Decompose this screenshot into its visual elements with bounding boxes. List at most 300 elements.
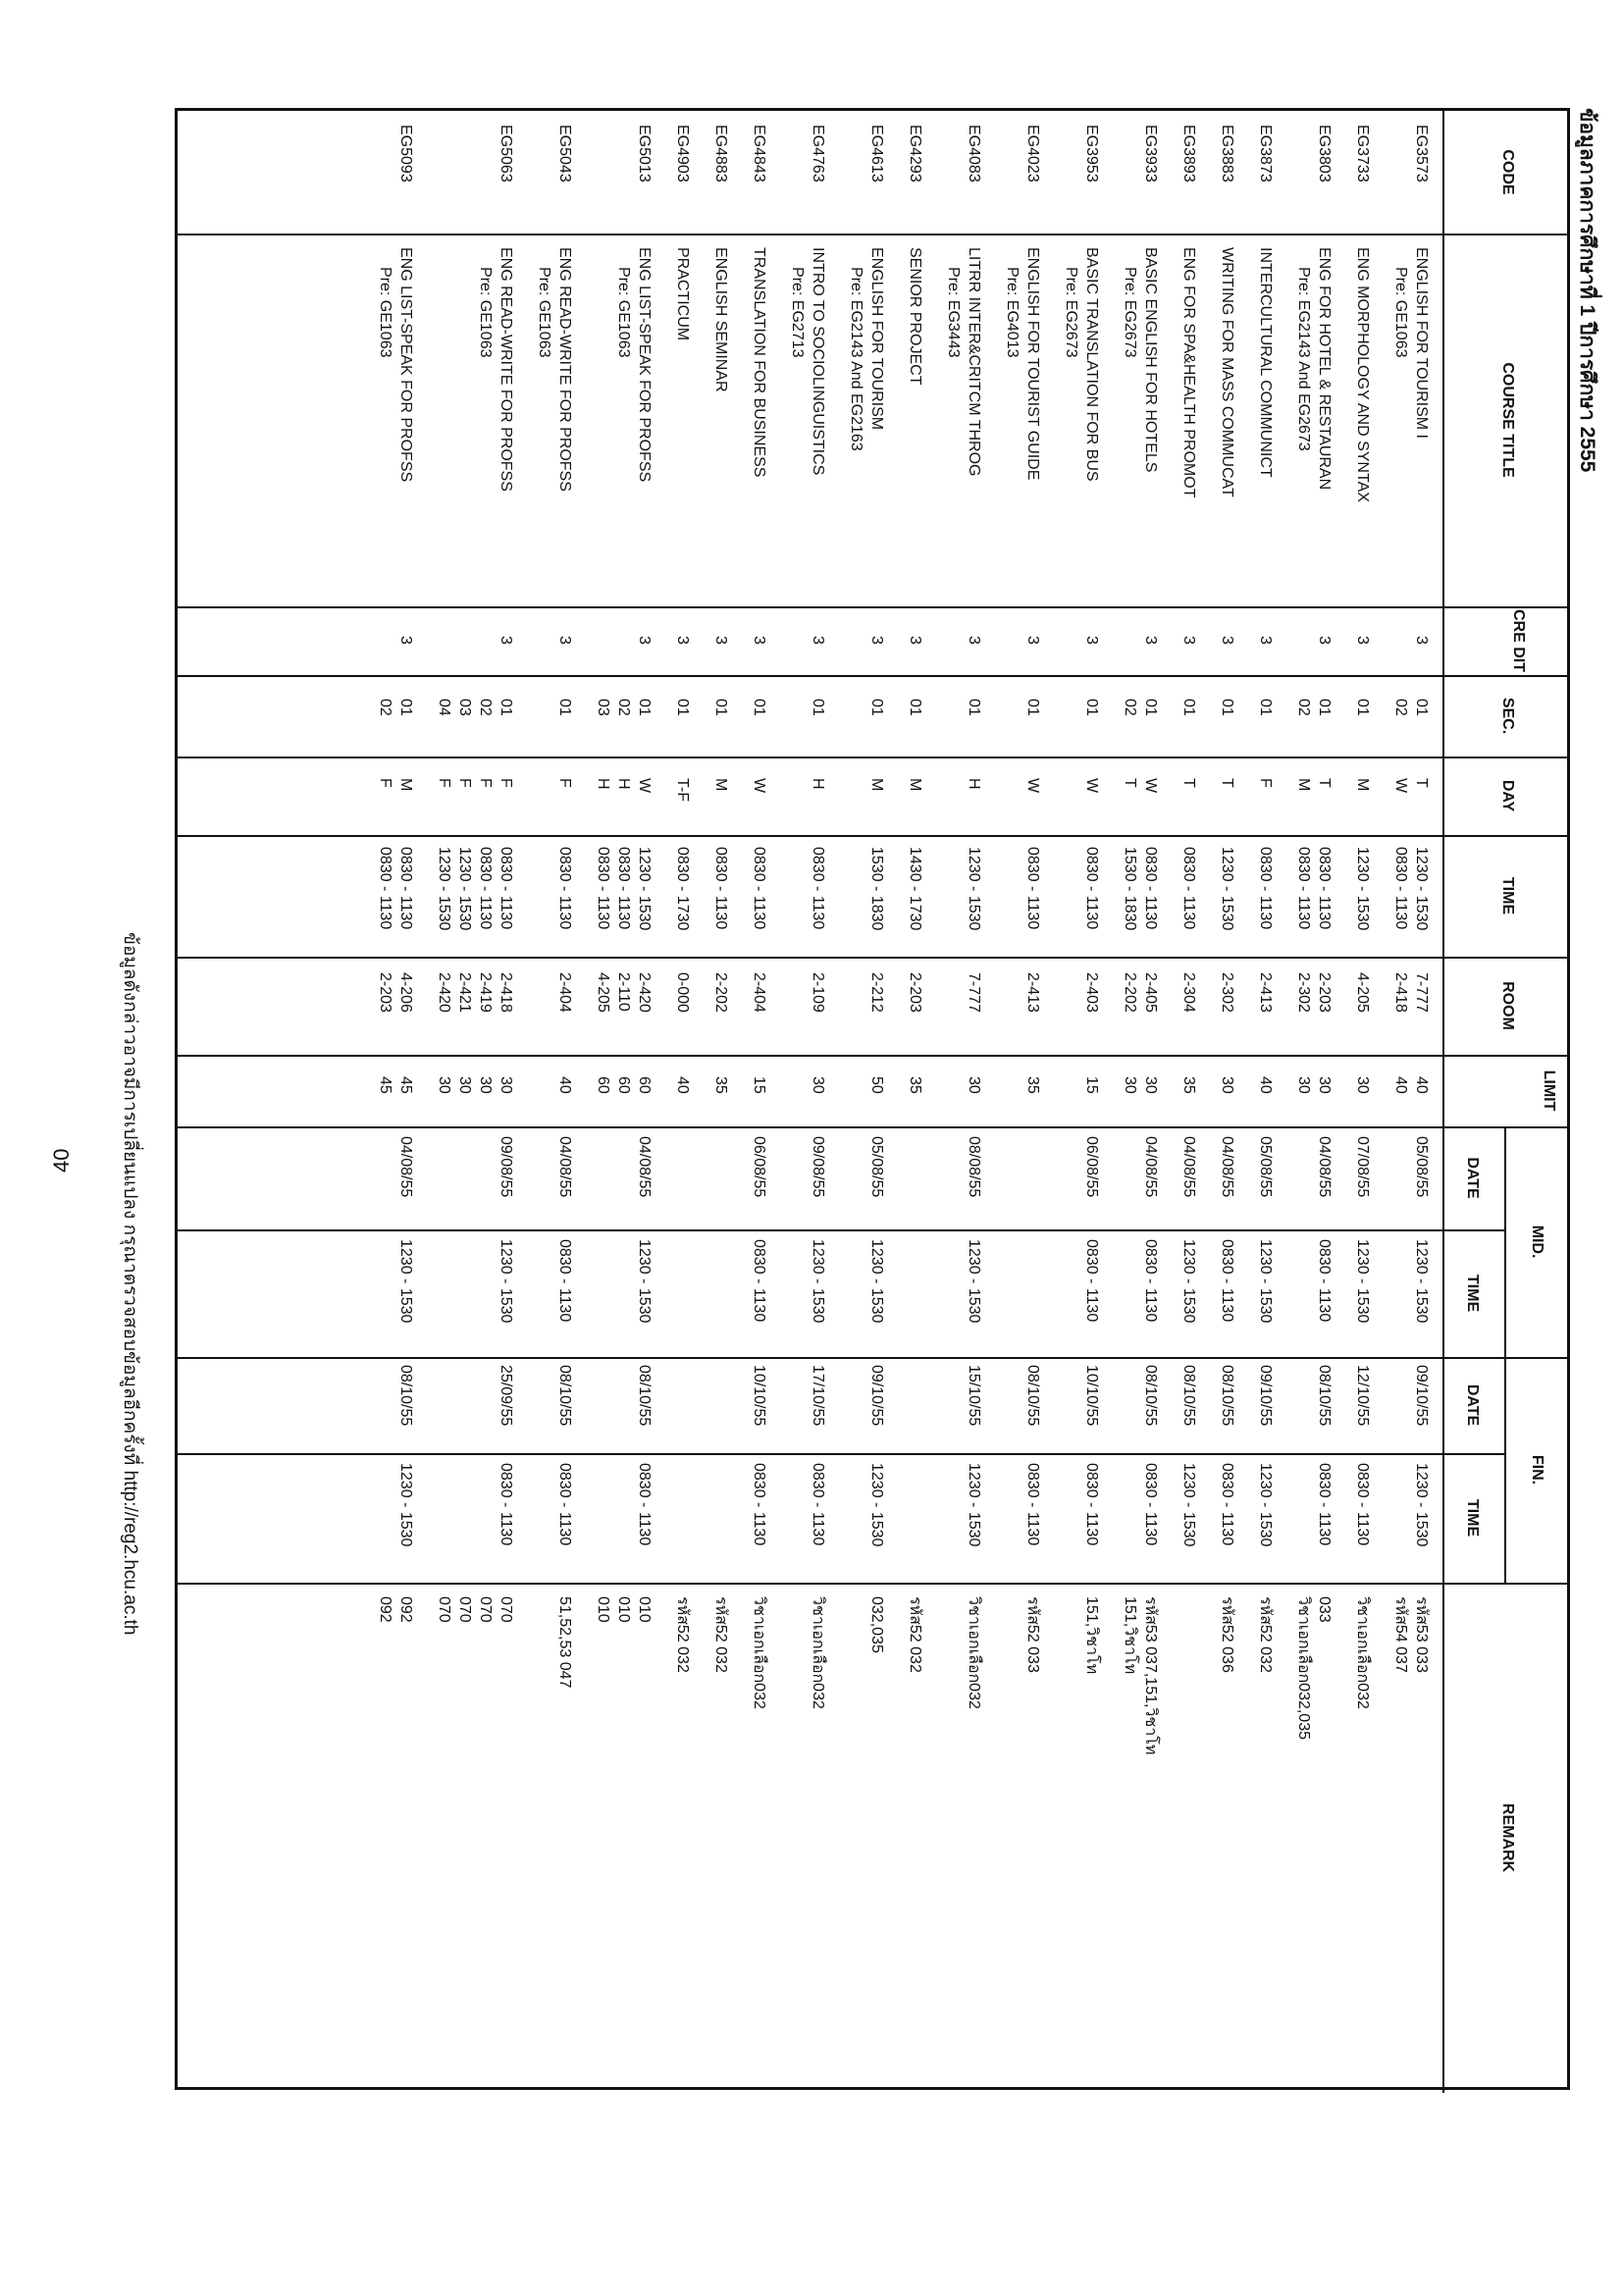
class-time: 0830 - 1130 (477, 847, 494, 930)
prerequisite: Pre: EG4013 (1004, 267, 1021, 358)
prerequisite: Pre: GE1063 (477, 267, 494, 358)
midterm-time: 1230 - 1530 (966, 1239, 982, 1324)
room-number: 2-404 (751, 972, 767, 1013)
disclaimer-note: ข้อมูลดังกล่าวอาจมีการเปลี่ยนแปลง กรุณาตรวจสอบข้อมูลอีกครั้งที่ http://reg2.hcu.ac.th (120, 932, 140, 1636)
column-divider (178, 757, 1567, 758)
section-number: 01 (907, 699, 923, 716)
course-code: EG3933 (1142, 125, 1159, 183)
midterm-date: 05/08/55 (1257, 1136, 1274, 1198)
room-number: 2-403 (1083, 972, 1100, 1013)
seat-limit: 30 (1122, 1076, 1138, 1094)
final-date: 08/10/55 (1316, 1365, 1333, 1427)
room-number: 2-420 (436, 972, 452, 1013)
class-day: F (477, 778, 494, 788)
room-number: 7-777 (1413, 972, 1430, 1013)
course-code: EG3953 (1083, 125, 1100, 183)
course-code: EG4763 (810, 125, 826, 183)
course-code: EG4613 (868, 125, 885, 183)
class-day: M (1354, 778, 1371, 792)
midterm-time: 0830 - 1130 (1316, 1239, 1333, 1323)
midterm-date: 05/08/55 (1413, 1136, 1430, 1198)
seat-limit: 60 (636, 1076, 653, 1094)
column-divider (178, 835, 1567, 837)
remark-text: รหัส52 032 (674, 1596, 691, 1673)
room-number: 2-404 (556, 972, 573, 1013)
room-number: 7-777 (966, 972, 982, 1013)
midterm-date: 04/08/55 (1316, 1136, 1333, 1198)
course-code: EG5013 (636, 125, 653, 183)
remark-text: รหัส54 037 (1392, 1596, 1409, 1673)
midterm-time: 1230 - 1530 (497, 1239, 514, 1324)
schedule-table (175, 108, 1570, 2090)
class-day: W (1083, 778, 1100, 794)
final-time: 0830 - 1130 (636, 1463, 653, 1546)
class-time: 1430 - 1730 (907, 847, 923, 931)
course-code: EG4083 (966, 125, 982, 183)
class-day: F (556, 778, 573, 788)
final-date: 12/10/55 (1354, 1365, 1371, 1427)
seat-limit: 30 (1316, 1076, 1333, 1094)
remark-text: 010 (615, 1596, 632, 1623)
seat-limit: 35 (1024, 1076, 1041, 1094)
semester-header: ข้อมูลภาคการศึกษาที่ 1 ปีการศึกษา 2555 (1576, 108, 1598, 473)
midterm-date: 06/08/55 (1083, 1136, 1100, 1198)
fin-date-header: DATE (1464, 1383, 1481, 1427)
column-divider (178, 606, 1567, 608)
remark-text: รหัส53 033 (1413, 1596, 1430, 1673)
section-number: 03 (456, 699, 473, 716)
credit-value: 3 (1024, 636, 1041, 645)
class-day: F (377, 778, 393, 788)
final-date: 08/10/55 (397, 1365, 414, 1427)
prerequisite: Pre: EG2673 (1122, 267, 1138, 358)
class-day: M (1295, 778, 1312, 792)
course-code: EG4293 (907, 125, 923, 183)
seat-limit: 30 (1219, 1076, 1235, 1094)
course-title: TRANSLATION FOR BUSINESS (751, 247, 767, 478)
seat-limit: 30 (456, 1076, 473, 1094)
sec-header: SEC. (1499, 697, 1516, 735)
class-day: W (1392, 778, 1409, 794)
seat-limit: 30 (1142, 1076, 1159, 1094)
section-number: 01 (1219, 699, 1235, 716)
room-number: 2-203 (377, 972, 393, 1013)
remark-text: 010 (636, 1596, 653, 1623)
seat-limit: 40 (674, 1076, 691, 1094)
credit-value: 3 (712, 636, 729, 645)
class-day: H (615, 778, 632, 790)
section-number: 02 (1122, 699, 1138, 716)
credit-value: 3 (751, 636, 767, 645)
column-divider (178, 1357, 1567, 1359)
class-day: T (1122, 778, 1138, 788)
room-number: 2-203 (1316, 972, 1333, 1013)
final-date: 08/10/55 (1142, 1365, 1159, 1427)
room-number: 2-413 (1257, 972, 1274, 1013)
seat-limit: 40 (1257, 1076, 1274, 1094)
room-number: 2-302 (1219, 972, 1235, 1013)
class-time: 0830 - 1130 (810, 847, 826, 930)
final-time: 0830 - 1130 (1316, 1463, 1333, 1546)
course-title: INTRO TO SOCIOLINGUISTICS (810, 247, 826, 476)
class-day: W (1142, 778, 1159, 794)
remark-text: 51,52,53 047 (556, 1596, 573, 1689)
class-day: T (1219, 778, 1235, 788)
fin-header: FIN. (1529, 1454, 1545, 1486)
final-time: 1230 - 1530 (1413, 1463, 1430, 1547)
midterm-date: 04/08/55 (556, 1136, 573, 1198)
final-time: 0830 - 1130 (497, 1463, 514, 1546)
course-code: EG4843 (751, 125, 767, 183)
seat-limit: 35 (712, 1076, 729, 1094)
midterm-time: 1230 - 1530 (868, 1239, 885, 1324)
section-number: 01 (1316, 699, 1333, 716)
room-number: 2-413 (1024, 972, 1041, 1013)
room-number: 2-420 (636, 972, 653, 1013)
remark-text: วิชาเอกเลือก032 (751, 1596, 767, 1709)
class-time: 0830 - 1730 (674, 847, 691, 931)
column-divider (178, 1126, 1567, 1128)
column-divider (178, 957, 1567, 959)
credit-value: 3 (868, 636, 885, 645)
final-date: 25/09/55 (497, 1365, 514, 1427)
page-number: 40 (49, 1148, 74, 1173)
class-time: 1230 - 1530 (966, 847, 982, 931)
course-title: WRITING FOR MASS COMMUCAT (1219, 247, 1235, 497)
room-number: 0-000 (674, 972, 691, 1013)
course-code: EG3733 (1354, 125, 1371, 183)
course-title: ENG READ-WRITE FOR PROFSS (497, 247, 514, 492)
credit-value: 3 (907, 636, 923, 645)
remark-text: รหัส52 032 (1257, 1596, 1274, 1673)
course-code: EG3573 (1413, 125, 1430, 183)
seat-limit: 35 (1180, 1076, 1197, 1094)
midterm-time: 0830 - 1130 (1083, 1239, 1100, 1323)
section-number: 01 (1083, 699, 1100, 716)
class-time: 1230 - 1530 (1219, 847, 1235, 931)
room-number: 2-419 (477, 972, 494, 1013)
course-title: ENG LIST-SPEAK FOR PROFSS (636, 247, 653, 483)
course-title: BASIC TRANSLATION FOR BUS (1083, 247, 1100, 482)
midterm-date: 04/08/55 (1180, 1136, 1197, 1198)
midterm-date: 04/08/55 (636, 1136, 653, 1198)
final-date: 08/10/55 (636, 1365, 653, 1427)
class-time: 0830 - 1130 (497, 847, 514, 930)
final-date: 10/10/55 (751, 1365, 767, 1427)
class-time: 0830 - 1130 (595, 847, 611, 930)
room-header: ROOM (1499, 981, 1516, 1030)
room-number: 2-202 (1122, 972, 1138, 1013)
remark-text: วิชาเอกเลือก032,035 (1295, 1596, 1312, 1740)
midterm-time: 0830 - 1130 (751, 1239, 767, 1323)
class-day: F (436, 778, 452, 788)
course-code: EG4903 (674, 125, 691, 183)
class-time: 0830 - 1130 (712, 847, 729, 930)
final-date: 17/10/55 (810, 1365, 826, 1427)
class-time: 0830 - 1130 (1142, 847, 1159, 930)
room-number: 2-203 (907, 972, 923, 1013)
seat-limit: 60 (595, 1076, 611, 1094)
section-number: 01 (868, 699, 885, 716)
remark-text: 070 (477, 1596, 494, 1623)
seat-limit: 40 (556, 1076, 573, 1094)
section-number: 02 (1392, 699, 1409, 716)
class-time: 1230 - 1530 (1354, 847, 1371, 931)
prerequisite: Pre: GE1063 (536, 267, 552, 358)
final-time: 0830 - 1130 (1142, 1463, 1159, 1546)
seat-limit: 50 (868, 1076, 885, 1094)
credit-value: 3 (966, 636, 982, 645)
column-divider (178, 1583, 1567, 1585)
section-number: 02 (615, 699, 632, 716)
credit-value: 3 (674, 636, 691, 645)
room-number: 2-109 (810, 972, 826, 1013)
section-number: 01 (712, 699, 729, 716)
course-code: EG5063 (497, 125, 514, 183)
section-number: 01 (674, 699, 691, 716)
class-time: 1230 - 1530 (1413, 847, 1430, 931)
final-date: 10/10/55 (1083, 1365, 1100, 1427)
remark-text: 070 (436, 1596, 452, 1623)
class-day: F (1257, 778, 1274, 788)
final-time: 1230 - 1530 (1257, 1463, 1274, 1547)
midterm-time: 1230 - 1530 (810, 1239, 826, 1324)
course-title: BASIC ENGLISH FOR HOTELS (1142, 247, 1159, 473)
course-title: ENG FOR SPA&HEALTH PROMOT (1180, 247, 1197, 498)
class-day: T (1180, 778, 1197, 788)
room-number: 2-202 (712, 972, 729, 1013)
course-title: LITRR INTER&CRITCM THROG (966, 247, 982, 477)
course-code: EG4883 (712, 125, 729, 183)
midterm-time: 1230 - 1530 (636, 1239, 653, 1324)
prerequisite: Pre: GE1063 (615, 267, 632, 358)
remark-text: วิชาเอกเลือก032 (1354, 1596, 1371, 1709)
seat-limit: 15 (1083, 1076, 1100, 1094)
midterm-date: 09/08/55 (810, 1136, 826, 1198)
final-time: 0830 - 1130 (1354, 1463, 1371, 1546)
section-number: 01 (1257, 699, 1274, 716)
remark-text: 033 (1316, 1596, 1333, 1623)
class-day: M (907, 778, 923, 792)
final-date: 08/10/55 (556, 1365, 573, 1427)
class-time: 1230 - 1530 (436, 847, 452, 931)
column-divider (178, 1229, 1506, 1231)
section-number: 01 (810, 699, 826, 716)
final-time: 1230 - 1530 (868, 1463, 885, 1547)
remark-text: 092 (377, 1596, 393, 1623)
remark-text: รหัส52 032 (907, 1596, 923, 1673)
column-divider (178, 675, 1567, 677)
class-time: 0830 - 1130 (1024, 847, 1041, 930)
day-header: DAY (1499, 779, 1516, 812)
midterm-date: 07/08/55 (1354, 1136, 1371, 1198)
midterm-date: 04/08/55 (1219, 1136, 1235, 1198)
course-code: EG3803 (1316, 125, 1333, 183)
section-number: 02 (477, 699, 494, 716)
class-day: W (1024, 778, 1041, 794)
course-title: ENG FOR HOTEL & RESTAURAN (1316, 247, 1333, 491)
remark-text: รหัส53 037,151,วิชาโท (1142, 1596, 1159, 1755)
credit-value: 3 (1219, 636, 1235, 645)
midterm-date: 09/08/55 (497, 1136, 514, 1198)
room-number: 4-205 (595, 972, 611, 1013)
time-header: TIME (1499, 876, 1516, 915)
section-number: 01 (556, 699, 573, 716)
header-divider (1442, 111, 1444, 2093)
class-time: 0830 - 1130 (1392, 847, 1409, 930)
final-time: 0830 - 1130 (1024, 1463, 1041, 1546)
midterm-time: 1230 - 1530 (1354, 1239, 1371, 1324)
final-time: 1230 - 1530 (397, 1463, 414, 1547)
class-day: H (810, 778, 826, 790)
course-title: PRACTICUM (674, 247, 691, 341)
final-date: 15/10/55 (966, 1365, 982, 1427)
section-number: 01 (1413, 699, 1430, 716)
midterm-time: 1230 - 1530 (1180, 1239, 1197, 1324)
credit-value: 3 (810, 636, 826, 645)
final-time: 1230 - 1530 (966, 1463, 982, 1547)
seat-limit: 30 (436, 1076, 452, 1094)
room-number: 4-205 (1354, 972, 1371, 1013)
fin-time-header: TIME (1464, 1498, 1481, 1538)
credit-header: CRE DIT (1510, 609, 1527, 672)
final-time: 0830 - 1130 (810, 1463, 826, 1546)
class-day: W (636, 778, 653, 794)
final-date: 08/10/55 (1219, 1365, 1235, 1427)
class-time: 0830 - 1130 (1257, 847, 1274, 930)
section-number: 01 (751, 699, 767, 716)
midterm-time: 0830 - 1130 (1219, 1239, 1235, 1323)
seat-limit: 30 (497, 1076, 514, 1094)
course-title: ENGLISH FOR TOURISM (868, 247, 885, 431)
class-time: 0830 - 1130 (615, 847, 632, 930)
section-number: 01 (1024, 699, 1041, 716)
course-title: SENIOR PROJECT (907, 247, 923, 386)
column-divider (178, 1055, 1567, 1057)
credit-value: 3 (1083, 636, 1100, 645)
credit-value: 3 (1180, 636, 1197, 645)
midterm-time: 1230 - 1530 (1413, 1239, 1430, 1324)
course-title: ENG READ-WRITE FOR PROFSS (556, 247, 573, 492)
room-number: 2-212 (868, 972, 885, 1013)
credit-value: 3 (636, 636, 653, 645)
course-code: EG3873 (1257, 125, 1274, 183)
class-time: 1530 - 1830 (1122, 847, 1138, 931)
class-day: T (1413, 778, 1430, 788)
seat-limit: 30 (477, 1076, 494, 1094)
column-divider (178, 234, 1567, 235)
class-day: T (1316, 778, 1333, 788)
seat-limit: 30 (966, 1076, 982, 1094)
midterm-date: 04/08/55 (1142, 1136, 1159, 1198)
seat-limit: 35 (907, 1076, 923, 1094)
mid-time-header: TIME (1464, 1274, 1481, 1313)
seat-limit: 60 (615, 1076, 632, 1094)
credit-value: 3 (397, 636, 414, 645)
credit-value: 3 (1354, 636, 1371, 645)
section-number: 03 (595, 699, 611, 716)
prerequisite: Pre: GE1063 (1392, 267, 1409, 358)
remark-text: วิชาเอกเลือก032 (966, 1596, 982, 1709)
section-number: 02 (377, 699, 393, 716)
course-code: EG3893 (1180, 125, 1197, 183)
room-number: 2-418 (497, 972, 514, 1013)
course-title: ENGLISH SEMINAR (712, 247, 729, 392)
class-day: M (868, 778, 885, 792)
header-subdivider (1504, 1126, 1506, 1583)
seat-limit: 40 (1392, 1076, 1409, 1094)
seat-limit: 30 (1295, 1076, 1312, 1094)
remark-text: รหัส52 033 (1024, 1596, 1041, 1673)
course-code: EG5093 (397, 125, 414, 183)
midterm-date: 08/08/55 (966, 1136, 982, 1198)
class-day: F (497, 778, 514, 788)
final-date: 09/10/55 (1257, 1365, 1274, 1427)
course-code: EG3883 (1219, 125, 1235, 183)
prerequisite: Pre: EG3443 (945, 267, 962, 358)
credit-value: 3 (497, 636, 514, 645)
final-date: 09/10/55 (1413, 1365, 1430, 1427)
course-title-header: COURSE TITLE (1499, 362, 1516, 478)
mid-header: MID. (1529, 1225, 1545, 1259)
course-code: EG5043 (556, 125, 573, 183)
prerequisite: Pre: EG2143 And EG2673 (1295, 267, 1312, 451)
schedule-sheet (118, 108, 1598, 2090)
class-day: M (397, 778, 414, 792)
final-date: 08/10/55 (1180, 1365, 1197, 1427)
class-time: 0830 - 1130 (1295, 847, 1312, 930)
final-time: 1230 - 1530 (1180, 1463, 1197, 1547)
class-time: 0830 - 1130 (1316, 847, 1333, 930)
midterm-time: 0830 - 1130 (1142, 1239, 1159, 1323)
room-number: 2-304 (1180, 972, 1197, 1013)
remark-text: 010 (595, 1596, 611, 1623)
class-time: 0830 - 1130 (377, 847, 393, 930)
section-number: 01 (636, 699, 653, 716)
credit-value: 3 (1142, 636, 1159, 645)
course-title: ENG LIST-SPEAK FOR PROFSS (397, 247, 414, 483)
section-number: 01 (1142, 699, 1159, 716)
class-time: 0830 - 1130 (556, 847, 573, 930)
remark-text: 070 (456, 1596, 473, 1623)
class-time: 0830 - 1130 (397, 847, 414, 930)
section-number: 01 (497, 699, 514, 716)
section-number: 01 (1354, 699, 1371, 716)
class-day: W (751, 778, 767, 794)
course-title: ENGLISH FOR TOURISM I (1413, 247, 1430, 439)
room-number: 2-418 (1392, 972, 1409, 1013)
prerequisite: Pre: EG2713 (789, 267, 806, 358)
class-day: T-F (674, 778, 691, 802)
midterm-date: 06/08/55 (751, 1136, 767, 1198)
class-time: 0830 - 1130 (751, 847, 767, 930)
class-time: 0830 - 1130 (1083, 847, 1100, 930)
section-number: 04 (436, 699, 452, 716)
final-time: 0830 - 1130 (1083, 1463, 1100, 1546)
remark-text: 151,วิชาโท (1083, 1596, 1100, 1675)
section-number: 01 (1180, 699, 1197, 716)
limit-header: LIMIT (1541, 1070, 1557, 1112)
remark-text: 092 (397, 1596, 414, 1623)
room-number: 2-405 (1142, 972, 1159, 1013)
credit-value: 3 (1257, 636, 1274, 645)
room-number: 2-421 (456, 972, 473, 1013)
class-time: 0830 - 1130 (1180, 847, 1197, 930)
seat-limit: 15 (751, 1076, 767, 1094)
class-day: M (712, 778, 729, 792)
remark-header: REMARK (1499, 1802, 1516, 1873)
seat-limit: 45 (377, 1076, 393, 1094)
